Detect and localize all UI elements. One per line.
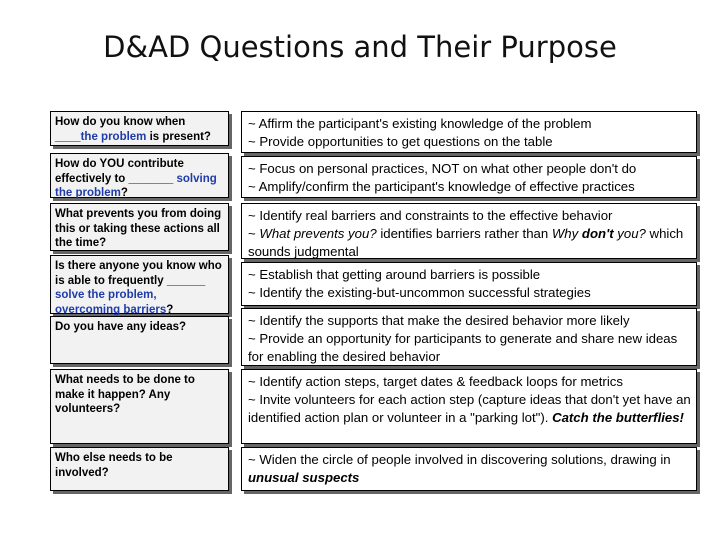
purpose-emphasis: unusual suspects [248, 470, 360, 485]
purpose-cell [241, 369, 697, 444]
question-cell [50, 111, 229, 146]
question-cell [50, 255, 229, 314]
purpose-cell [241, 111, 697, 153]
purpose-line: ~ Focus on personal practices, NOT on what other people don't do [248, 161, 637, 176]
question-blank: ______ [166, 274, 206, 287]
purpose-cell [241, 203, 697, 259]
question-blank: ____ [55, 130, 81, 143]
question-text: What needs to be done to make it happen? Any volunteers? [55, 374, 195, 415]
purpose-text: ~ Invite volunteers for each action step (capture ideas that don't yet have an identified action plan or volunteer in a "parking lot"). [248, 392, 691, 425]
question-text-end: ? [166, 303, 174, 316]
question-cell [50, 153, 229, 198]
purpose-italic: Why [551, 226, 582, 241]
purpose-line: ~ Provide opportunities to get questions on the table [248, 134, 553, 149]
purpose-line: ~ Identify the existing-but-uncommon successful strategies [248, 285, 591, 300]
purpose-line: ~ Affirm the participant's existing knowledge of the problem [248, 116, 592, 131]
question-cell [50, 447, 229, 491]
question-cell [50, 369, 229, 444]
question-highlight: solving the problem [55, 172, 217, 199]
purpose-tilde: ~ [248, 226, 260, 241]
purpose-italic: What prevents you? [259, 226, 377, 241]
question-cell [50, 203, 229, 251]
purpose-text: ~ Widen the circle of people involved in discovering solutions, drawing in [248, 452, 671, 467]
question-highlight: the problem [80, 130, 147, 143]
purpose-emphasis: Catch the butterflies! [552, 410, 684, 425]
purpose-line: ~ Establish that getting around barriers is possible [248, 267, 541, 282]
purpose-line: ~ Identify real barriers and constraints to the effective behavior [248, 208, 613, 223]
question-text-end: is present? [146, 130, 211, 143]
purpose-cell [241, 447, 697, 491]
purpose-cell [241, 156, 697, 198]
purpose-line [248, 391, 691, 427]
question-text: Is there anyone you know who is able to frequently [55, 260, 222, 287]
question-text-end: ? [120, 187, 128, 199]
question-text: How do YOU contribute effectively to [55, 158, 184, 185]
question-text: What prevents you from doing this or taking these actions all the time? [55, 208, 222, 249]
purpose-line: ~ Identify action steps, target dates & feedback loops for metrics [248, 374, 623, 389]
purpose-cell [241, 262, 697, 306]
purpose-line: ~ Amplify/confirm the participant's knowledge of effective practices [248, 179, 635, 194]
purpose-line [248, 225, 691, 261]
question-text: How do you know when [55, 116, 186, 128]
purpose-line: ~ Identify the supports that make the desired behavior more likely [248, 313, 630, 328]
purpose-line: ~ Provide an opportunity for participants to generate and share new ideas for enabling the desired behavior [248, 331, 678, 364]
question-cell [50, 316, 229, 364]
purpose-cell [241, 308, 697, 366]
question-highlight: solve the problem, overcoming barriers [55, 289, 167, 316]
question-text: Do you have any ideas? [55, 321, 187, 333]
question-text: Who else needs to be involved? [55, 452, 173, 479]
purpose-emphasis: don't [581, 226, 614, 241]
purpose-line [248, 451, 691, 487]
purpose-text: which sounds judgmental [248, 226, 684, 259]
page-title: D&AD Questions and Their Purpose [103, 30, 617, 64]
question-blank: _______ [128, 172, 174, 185]
purpose-text: identifies barriers rather than [376, 226, 552, 241]
purpose-italic: you? [613, 226, 646, 241]
